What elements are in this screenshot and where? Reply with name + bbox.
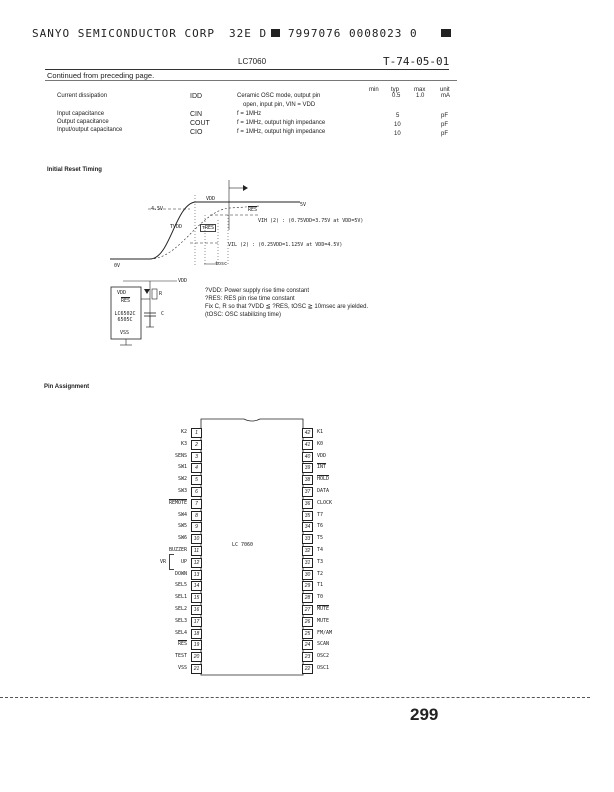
pin-number: 37 bbox=[302, 487, 313, 497]
row-param: Input/output capacitance bbox=[57, 127, 123, 133]
pin-label: SEL1 bbox=[174, 594, 187, 601]
pin-label: T1 bbox=[317, 582, 324, 589]
pin-label: $\overline{INT}$ bbox=[317, 464, 327, 471]
pin-number: 42 bbox=[302, 428, 313, 438]
pin-label: OSC2 bbox=[317, 653, 330, 660]
label-5v: 5V bbox=[300, 202, 307, 208]
row-symbol: CIO bbox=[190, 129, 203, 136]
pin-label: VSS bbox=[177, 665, 187, 671]
pin-label: BUZZER bbox=[168, 547, 187, 553]
row-typ: 5 bbox=[396, 113, 400, 119]
row-unit: pF bbox=[441, 122, 449, 128]
row-unit: pF bbox=[441, 113, 449, 119]
doc-number: T-74-05-01 bbox=[383, 55, 450, 68]
pin-number: 16 bbox=[191, 605, 202, 615]
label-4-5v: 4.5V bbox=[151, 206, 164, 212]
header-mark2-icon bbox=[441, 29, 451, 37]
pin-number: 25 bbox=[302, 629, 313, 639]
label-vih: VIH (2) : (0.75VDD=3.75V at VDD=5V) bbox=[258, 218, 364, 224]
pin-number: 7 bbox=[191, 499, 202, 509]
header-rule bbox=[45, 69, 449, 70]
header-lot: 7997076 0008023 0 bbox=[288, 27, 418, 40]
pin-number: 12 bbox=[191, 558, 202, 568]
label-tosc: tosc bbox=[215, 261, 228, 267]
timing-title: Initial Reset Timing bbox=[47, 167, 102, 173]
row-symbol: CIN bbox=[190, 111, 203, 118]
vr-label: VR bbox=[160, 559, 167, 565]
pin-number: 24 bbox=[302, 640, 313, 650]
pin-number: 15 bbox=[191, 593, 202, 603]
pin-label: T5 bbox=[317, 535, 324, 542]
pin-number: 5 bbox=[191, 475, 202, 485]
row-param: Output capacitance bbox=[57, 119, 109, 125]
pin-number: 33 bbox=[302, 534, 313, 544]
part-number: LC7060 bbox=[238, 57, 267, 66]
pin-number: 18 bbox=[191, 629, 202, 639]
pin-label: UP bbox=[180, 558, 187, 565]
continued-rule bbox=[45, 80, 457, 81]
pin-label: SW3 bbox=[177, 488, 187, 494]
row-cond: f = 1MHz bbox=[237, 111, 262, 117]
pin-number: 22 bbox=[302, 664, 313, 674]
page-number: 299 bbox=[410, 705, 439, 724]
pin-number: 41 bbox=[302, 440, 313, 450]
timing-diagram bbox=[100, 180, 360, 270]
pin-label: SW6 bbox=[177, 535, 187, 542]
row-typ: 10 bbox=[394, 122, 401, 128]
label-0v: 0V bbox=[114, 263, 121, 269]
circuit-notes bbox=[205, 287, 368, 319]
pin-number: 19 bbox=[191, 640, 202, 650]
label-tvdd: TVDD bbox=[170, 224, 183, 230]
company-header: SANYO SEMICONDUCTOR CORP bbox=[32, 27, 215, 40]
pin-number: 40 bbox=[302, 452, 313, 462]
pin-label: $\overline{RES}$ bbox=[177, 641, 187, 648]
circuit-r: R bbox=[159, 291, 163, 297]
col-min: min bbox=[369, 87, 379, 93]
row-symbol: COUT bbox=[190, 120, 210, 127]
circuit-chip: LC6502C 6505C bbox=[114, 311, 136, 323]
pin-number: 10 bbox=[191, 534, 202, 544]
pin-label: T3 bbox=[317, 558, 324, 565]
row-cond: Ceramic OSC mode, output pin bbox=[237, 93, 321, 99]
pin-number: 29 bbox=[302, 581, 313, 591]
pin-label: T0 bbox=[317, 594, 324, 601]
pin-label: FM/AM bbox=[317, 629, 333, 636]
note-line: ?RES: RES pin rise time constant bbox=[205, 296, 295, 302]
circuit-vss: VSS bbox=[120, 330, 130, 336]
pin-number: 13 bbox=[191, 570, 202, 580]
pin-label: T4 bbox=[317, 547, 324, 553]
circuit-vdd: VDD bbox=[117, 290, 127, 296]
pin-label: K2 bbox=[180, 429, 187, 435]
row-typ: 0.5 bbox=[392, 93, 401, 99]
row-typ: 10 bbox=[394, 131, 401, 137]
pin-number: 28 bbox=[302, 593, 313, 603]
header-mark-icon bbox=[271, 29, 280, 37]
pin-number: 2 bbox=[191, 440, 202, 450]
note-line: Fix C, R so that ?VDD ≦ ?RES, tOSC ≧ 10msec are yielded. bbox=[205, 304, 369, 310]
pin-number: 6 bbox=[191, 487, 202, 497]
pin-label: T2 bbox=[317, 570, 324, 577]
pin-label: K3 bbox=[180, 440, 187, 447]
pin-label: SEL3 bbox=[174, 617, 187, 624]
pin-number: 3 bbox=[191, 452, 202, 462]
pin-number: 20 bbox=[191, 652, 202, 662]
pin-number: 4 bbox=[191, 463, 202, 473]
pin-number: 17 bbox=[191, 617, 202, 627]
note-line: ?VDD: Power supply rise time constant bbox=[205, 288, 310, 294]
col-typ: typ bbox=[391, 87, 400, 93]
header-code: 32E D bbox=[229, 27, 268, 40]
row-max: 1.0 bbox=[416, 93, 425, 99]
row-param: Current dissipation bbox=[57, 93, 108, 99]
row-cond: f = 1MHz, output high impedance bbox=[237, 120, 326, 126]
pin-label: CLOCK bbox=[317, 499, 333, 506]
pin-number: 26 bbox=[302, 617, 313, 627]
pin-label: SENS bbox=[174, 452, 187, 459]
row-unit: pF bbox=[441, 131, 449, 137]
pin-label: SW1 bbox=[177, 464, 187, 471]
pin-label: MUTE bbox=[317, 606, 330, 612]
pin-number: 1 bbox=[191, 428, 202, 438]
pin-label: REMOTE bbox=[168, 499, 187, 506]
pin-number: 31 bbox=[302, 558, 313, 568]
pin-number: 23 bbox=[302, 652, 313, 662]
row-unit: mA bbox=[441, 93, 450, 99]
pin-label: SEL2 bbox=[174, 606, 187, 612]
pin-label: SW5 bbox=[177, 523, 187, 530]
pin-title: Pin Assignment bbox=[44, 384, 90, 390]
pin-label: K1 bbox=[317, 429, 324, 435]
pin-label: SW4 bbox=[177, 511, 187, 518]
pin-label: SEL5 bbox=[174, 582, 187, 589]
pin-number: 38 bbox=[302, 475, 313, 485]
col-max: max bbox=[414, 87, 426, 93]
pin-label: DATA bbox=[317, 488, 330, 494]
pin-label: K0 bbox=[317, 440, 324, 447]
pin-number: 14 bbox=[191, 581, 202, 591]
label-vil: VIL (2) : (0.25VDD=1.125V at VDD=4.5V) bbox=[228, 242, 343, 248]
pin-number: 30 bbox=[302, 570, 313, 580]
circuit-c: C bbox=[161, 311, 165, 317]
row-param: Input capacitance bbox=[57, 111, 105, 117]
label-res: $\overline{RES}$ bbox=[248, 207, 258, 213]
pin-label: T6 bbox=[317, 523, 324, 530]
pin-number: 21 bbox=[191, 664, 202, 674]
footer-rule bbox=[0, 697, 590, 698]
pin-label: HOLD bbox=[317, 476, 330, 483]
pin-label: TEST bbox=[174, 653, 187, 660]
pin-label: SEL4 bbox=[174, 629, 187, 636]
pin-label: SW2 bbox=[177, 476, 187, 483]
pin-number: 39 bbox=[302, 463, 313, 473]
row-cond: f = 1MHz, output high impedance bbox=[237, 129, 326, 135]
continued-note: Continued from preceding page. bbox=[47, 71, 155, 80]
pin-label: DOWN bbox=[174, 570, 187, 577]
row-cond2: open, input pin, VIN = VDD bbox=[243, 102, 316, 108]
pin-number: 32 bbox=[302, 546, 313, 556]
pin-number: 9 bbox=[191, 522, 202, 532]
label-vdd: VDD bbox=[206, 196, 216, 202]
pin-label: VDD bbox=[317, 452, 327, 459]
circuit-res: $\overline{RES}$ bbox=[121, 298, 131, 304]
pin-label: OSC1 bbox=[317, 665, 330, 671]
vr-bracket bbox=[169, 554, 174, 570]
pin-number: 27 bbox=[302, 605, 313, 615]
pin-number: 8 bbox=[191, 511, 202, 521]
row-symbol: IDD bbox=[190, 93, 203, 100]
pin-number: 36 bbox=[302, 499, 313, 509]
col-unit: unit bbox=[440, 87, 450, 93]
label-tres: τRES bbox=[202, 225, 215, 231]
pin-number: 35 bbox=[302, 511, 313, 521]
note-line: (tOSC: OSC stabilizing time) bbox=[205, 312, 282, 318]
chip-label: LC 7060 bbox=[232, 542, 254, 548]
circuit-vdd-top: VDD bbox=[178, 278, 188, 284]
pin-label: SCAN bbox=[317, 641, 330, 648]
pin-label: T7 bbox=[317, 511, 324, 518]
pin-number: 11 bbox=[191, 546, 202, 556]
pin-label: MUTE bbox=[317, 617, 330, 624]
pin-number: 34 bbox=[302, 522, 313, 532]
